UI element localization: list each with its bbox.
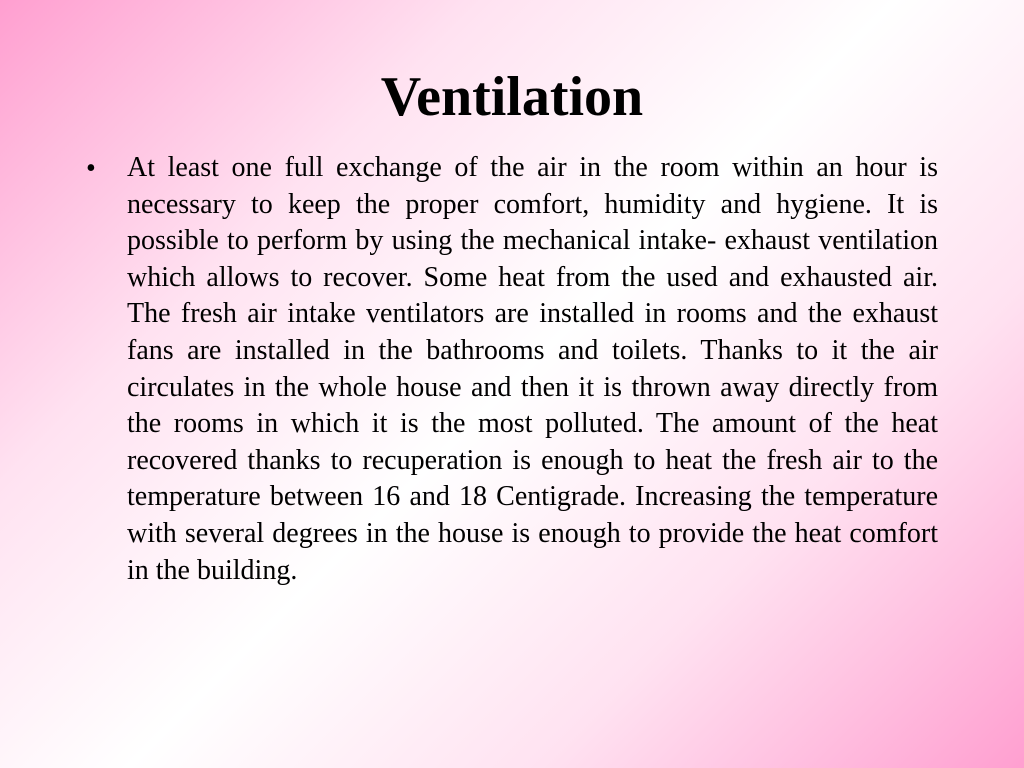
bullet-text: At least one full exchange of the air in the room within an hour is necessary to keep the proper comfort, humidity and hygiene. It is possible to perform by using the mechanical intake- exhaust ventilation which allows to recover. Some heat from the used and exhausted air. The fresh air intake ventilators are installed in rooms and the exhaust fans are installed in the bathrooms and toilets. Thanks to it the air circulates in the whole house and then it is thrown away directly from the rooms in which it is the most polluted. The amount of the heat recovered thanks to recuperation is enough to heat the fresh air to the temperature between 16 and 18 Centigrade. Increasing the temperature with several degrees in the house is enough to provide the heat comfort in the building. (127, 152, 952, 586)
bullet-list (86, 150, 952, 589)
bullet-point-icon: • (86, 153, 96, 184)
bullet-item (86, 150, 952, 589)
slide-title: Ventilation (380, 66, 644, 128)
